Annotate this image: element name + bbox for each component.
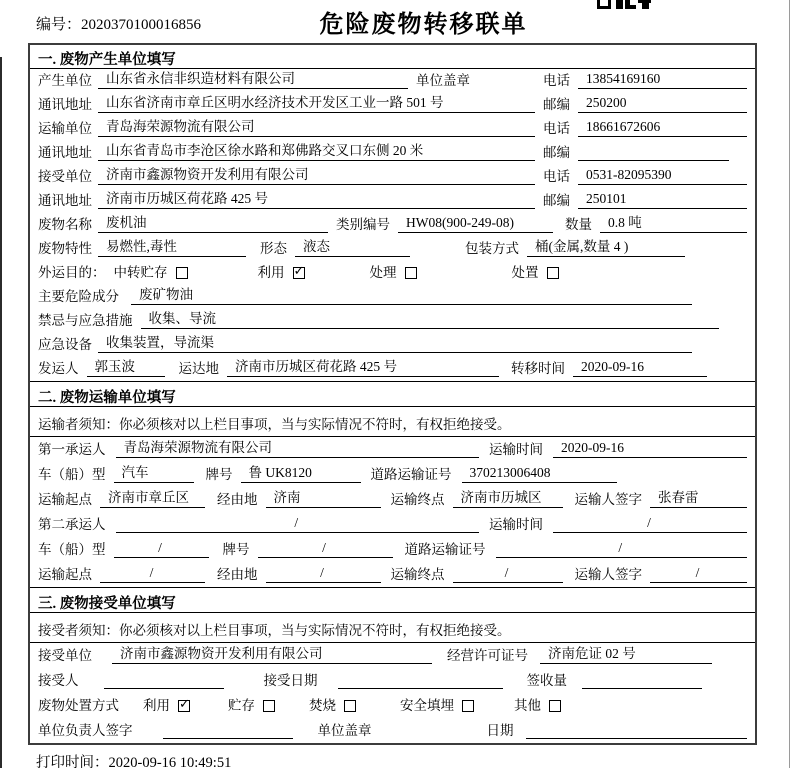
option-label: 处置 [511, 265, 539, 280]
plate-value: 鲁 UK8120 [241, 461, 361, 483]
page-title: 危险废物转移联单 [319, 12, 528, 38]
quantity-label: 数量 [565, 217, 592, 232]
route-start-label: 运输起点 [38, 567, 92, 582]
packaging-label: 包装方式 [465, 241, 519, 256]
vehicle-type-label: 车（船）型 [38, 542, 106, 557]
disposal-method-label: 废物处置方式 [38, 698, 119, 713]
received-quantity-value [582, 674, 702, 689]
shipper-value: 郭玉波 [87, 355, 165, 377]
row-disposal-method [30, 693, 755, 718]
vehicle-type-value: 汽车 [114, 461, 194, 483]
first-carrier-value: 青岛海荣源物流有限公司 [116, 436, 480, 458]
row-second-carrier [30, 512, 755, 537]
row-first-carrier [30, 437, 755, 462]
waste-name-label: 废物名称 [38, 217, 92, 232]
qr-code-fragment-icon [597, 0, 653, 9]
row-waste-name [30, 213, 755, 237]
route-end-value: 济南市历城区 [453, 486, 563, 508]
row-vehicle-2 [30, 537, 755, 562]
zip-label: 邮编 [543, 193, 570, 208]
row-emergency-equipment [30, 333, 755, 357]
row-transfer-purpose [30, 261, 755, 285]
category-code-label: 类别编号 [336, 217, 390, 232]
purpose-option-dispose [512, 261, 559, 281]
transporter-unit-label: 运输单位 [38, 121, 92, 136]
purpose-option-utilize [258, 261, 305, 281]
row-receiver [30, 165, 755, 189]
acceptor-label: 接受人 [38, 673, 79, 688]
option-label: 焚烧 [309, 698, 336, 713]
disposal-option-incinerate [309, 694, 356, 714]
address-label: 通讯地址 [38, 145, 92, 160]
row-shipper [30, 357, 755, 381]
row-waste-properties [30, 237, 755, 261]
disposal-option-utilize [143, 694, 190, 714]
receiver-notice: 接受者须知：你必须核对以上栏目事项，当与实际情况不符时，有权拒绝接受。 [30, 613, 755, 643]
transport-time-value: 2020-09-16 [553, 440, 747, 458]
row-responsible-signature [30, 718, 755, 743]
transfer-time-value: 2020-09-16 [573, 359, 707, 377]
print-time-value: 2020-09-16 10:49:51 [108, 755, 232, 768]
section3-header: 三. 废物接受单位填写 [30, 587, 755, 613]
road-permit-value: 370213006408 [462, 465, 618, 483]
producer-unit-label: 产生单位 [38, 73, 92, 88]
disposal-option-landfill [400, 694, 474, 714]
address-label: 通讯地址 [38, 193, 92, 208]
receiver-unit-value: 济南市鑫源物资开发利用有限公司 [98, 163, 535, 185]
row-route-2 [30, 562, 755, 587]
plate-value: / [258, 540, 393, 558]
date-label: 日期 [486, 723, 514, 738]
responsible-signature-value [163, 724, 293, 739]
form-label: 形态 [260, 241, 287, 256]
receiver-phone-value: 0531-82095390 [578, 167, 747, 185]
print-time [36, 751, 231, 768]
route-end-label: 运输终点 [390, 492, 445, 507]
option-label: 利用 [257, 265, 285, 280]
section2-header: 二. 废物运输单位填写 [30, 381, 755, 407]
checkbox-icon[interactable] [176, 267, 188, 279]
transporter-address-value: 山东省青岛市李沧区徐水路和郑佛路交叉口东侧 20 米 [98, 139, 535, 161]
route-via-value: 济南 [266, 486, 381, 508]
row-main-hazard [30, 285, 755, 309]
route-start-value: 济南市章丘区 [100, 486, 205, 508]
carrier-signature-label: 运输人签字 [574, 492, 642, 507]
row-receive-unit [30, 643, 755, 668]
emergency-equipment-value: 收集装置，导流渠 [98, 331, 692, 353]
checkbox-icon[interactable] [178, 700, 190, 712]
vehicle-type-label: 车（船）型 [38, 467, 106, 482]
disposal-option-other [514, 694, 561, 714]
page-right-edge-line [789, 0, 790, 768]
option-label: 利用 [143, 698, 170, 713]
serial-value: 2020370100016856 [81, 17, 202, 33]
phone-label: 电话 [543, 169, 570, 184]
transport-time-label: 运输时间 [489, 442, 543, 457]
emergency-measures-label: 禁忌与应急措施 [38, 313, 133, 328]
waste-name-value: 废机油 [98, 211, 328, 233]
row-route-1 [30, 487, 755, 512]
unit-seal-label: 单位盖章 [317, 723, 372, 738]
transport-time-label: 运输时间 [489, 517, 543, 532]
unit-seal-label: 单位盖章 [416, 73, 470, 88]
option-label: 其他 [514, 698, 541, 713]
checkbox-icon[interactable] [344, 700, 356, 712]
carrier-signature-value: 张春雷 [650, 486, 747, 508]
transport-time-value: / [553, 515, 747, 533]
row-acceptor [30, 668, 755, 693]
phone-label: 电话 [543, 73, 570, 88]
acceptor-value [104, 674, 224, 689]
date-value [526, 724, 748, 739]
received-quantity-label: 签收量 [526, 673, 567, 688]
road-permit-label: 道路运输证号 [370, 467, 452, 482]
manifest-form-table [28, 43, 757, 745]
producer-phone-value: 13854169160 [578, 71, 747, 89]
receive-unit-value: 济南市鑫源物资开发利用有限公司 [112, 642, 432, 664]
responsible-signature-label: 单位负责人签字 [38, 723, 133, 738]
serial-label: 编号： [36, 17, 82, 33]
main-hazard-label: 主要危险成分 [38, 289, 119, 304]
row-producer [30, 69, 755, 93]
destination-label: 运达地 [178, 361, 219, 376]
address-label: 通讯地址 [38, 97, 92, 112]
purpose-option-transfer-storage [114, 261, 188, 281]
transporter-zip-value [578, 146, 729, 161]
document-header [0, 0, 796, 43]
option-label: 中转贮存 [113, 265, 168, 280]
producer-unit-value: 山东省永信非织造材料有限公司 [98, 67, 408, 89]
receive-unit-label: 接受单位 [38, 648, 92, 663]
row-receiver-address [30, 189, 755, 213]
plate-label: 牌号 [222, 542, 250, 557]
destination-value: 济南市历城区荷花路 425 号 [227, 355, 499, 377]
accept-date-label: 接受日期 [263, 673, 318, 688]
row-producer-address [30, 93, 755, 117]
purpose-label: 外运目的： [38, 265, 106, 280]
option-label: 安全填埋 [400, 698, 454, 713]
zip-label: 邮编 [543, 145, 570, 160]
checkbox-icon[interactable] [549, 700, 561, 712]
waste-properties-value: 易燃性,毒性 [98, 235, 246, 257]
route-end-value: / [453, 565, 563, 583]
transfer-time-label: 转移时间 [511, 361, 565, 376]
purpose-option-treat [370, 261, 417, 281]
checkbox-icon[interactable] [462, 700, 474, 712]
producer-zip-value: 250200 [578, 95, 747, 113]
disposal-option-storage [228, 694, 275, 714]
zip-label: 邮编 [543, 97, 570, 112]
license-value: 济南危证 02 号 [540, 642, 712, 664]
transporter-phone-value: 18661672606 [578, 119, 747, 137]
emergency-measures-value: 收集、导流 [141, 307, 720, 329]
carrier-signature-label: 运输人签字 [574, 567, 642, 582]
vehicle-type-value: / [114, 540, 209, 558]
plate-label: 牌号 [205, 467, 233, 482]
receiver-address-value: 济南市历城区荷花路 425 号 [98, 187, 535, 209]
form-value: 液态 [295, 235, 410, 257]
second-carrier-value: / [116, 515, 480, 533]
receiver-unit-label: 接受单位 [38, 169, 92, 184]
row-transporter-address [30, 141, 755, 165]
road-permit-value: / [496, 540, 748, 558]
print-time-label: 打印时间： [36, 755, 109, 768]
route-via-label: 经由地 [217, 492, 258, 507]
row-transporter [30, 117, 755, 141]
row-vehicle-1 [30, 462, 755, 487]
route-via-label: 经由地 [217, 567, 258, 582]
road-permit-label: 道路运输证号 [404, 542, 486, 557]
transporter-notice: 运输者须知：你必须核对以上栏目事项，当与实际情况不符时，有权拒绝接受。 [30, 407, 755, 437]
license-label: 经营许可证号 [447, 648, 528, 663]
phone-label: 电话 [543, 121, 570, 136]
page-left-edge-line [0, 57, 2, 768]
transporter-unit-value: 青岛海荣源物流有限公司 [98, 115, 535, 137]
first-carrier-label: 第一承运人 [38, 442, 106, 457]
section1-header: 一. 废物产生单位填写 [30, 45, 755, 69]
emergency-equipment-label: 应急设备 [38, 337, 92, 352]
quantity-value: 0.8 吨 [600, 211, 747, 233]
route-via-value: / [266, 565, 381, 583]
category-code-value: HW08(900-249-08) [398, 215, 553, 233]
route-start-value: / [100, 565, 205, 583]
second-carrier-label: 第二承运人 [38, 517, 106, 532]
main-hazard-value: 废矿物油 [131, 283, 692, 305]
waste-properties-label: 废物特性 [38, 241, 92, 256]
option-label: 贮存 [228, 698, 255, 713]
receiver-zip-value: 250101 [578, 191, 747, 209]
packaging-value: 桶(金属,数量 4 ) [527, 235, 685, 257]
checkbox-icon[interactable] [293, 267, 305, 279]
row-emergency-measures [30, 309, 755, 333]
route-end-label: 运输终点 [390, 567, 445, 582]
option-label: 处理 [369, 265, 397, 280]
checkbox-icon[interactable] [263, 700, 275, 712]
accept-date-value [338, 674, 503, 689]
checkbox-icon[interactable] [405, 267, 417, 279]
shipper-label: 发运人 [38, 361, 79, 376]
route-start-label: 运输起点 [38, 492, 92, 507]
producer-address-value: 山东省济南市章丘区明水经济技术开发区工业一路 501 号 [98, 91, 535, 113]
checkbox-icon[interactable] [547, 267, 559, 279]
carrier-signature-value: / [650, 565, 747, 583]
